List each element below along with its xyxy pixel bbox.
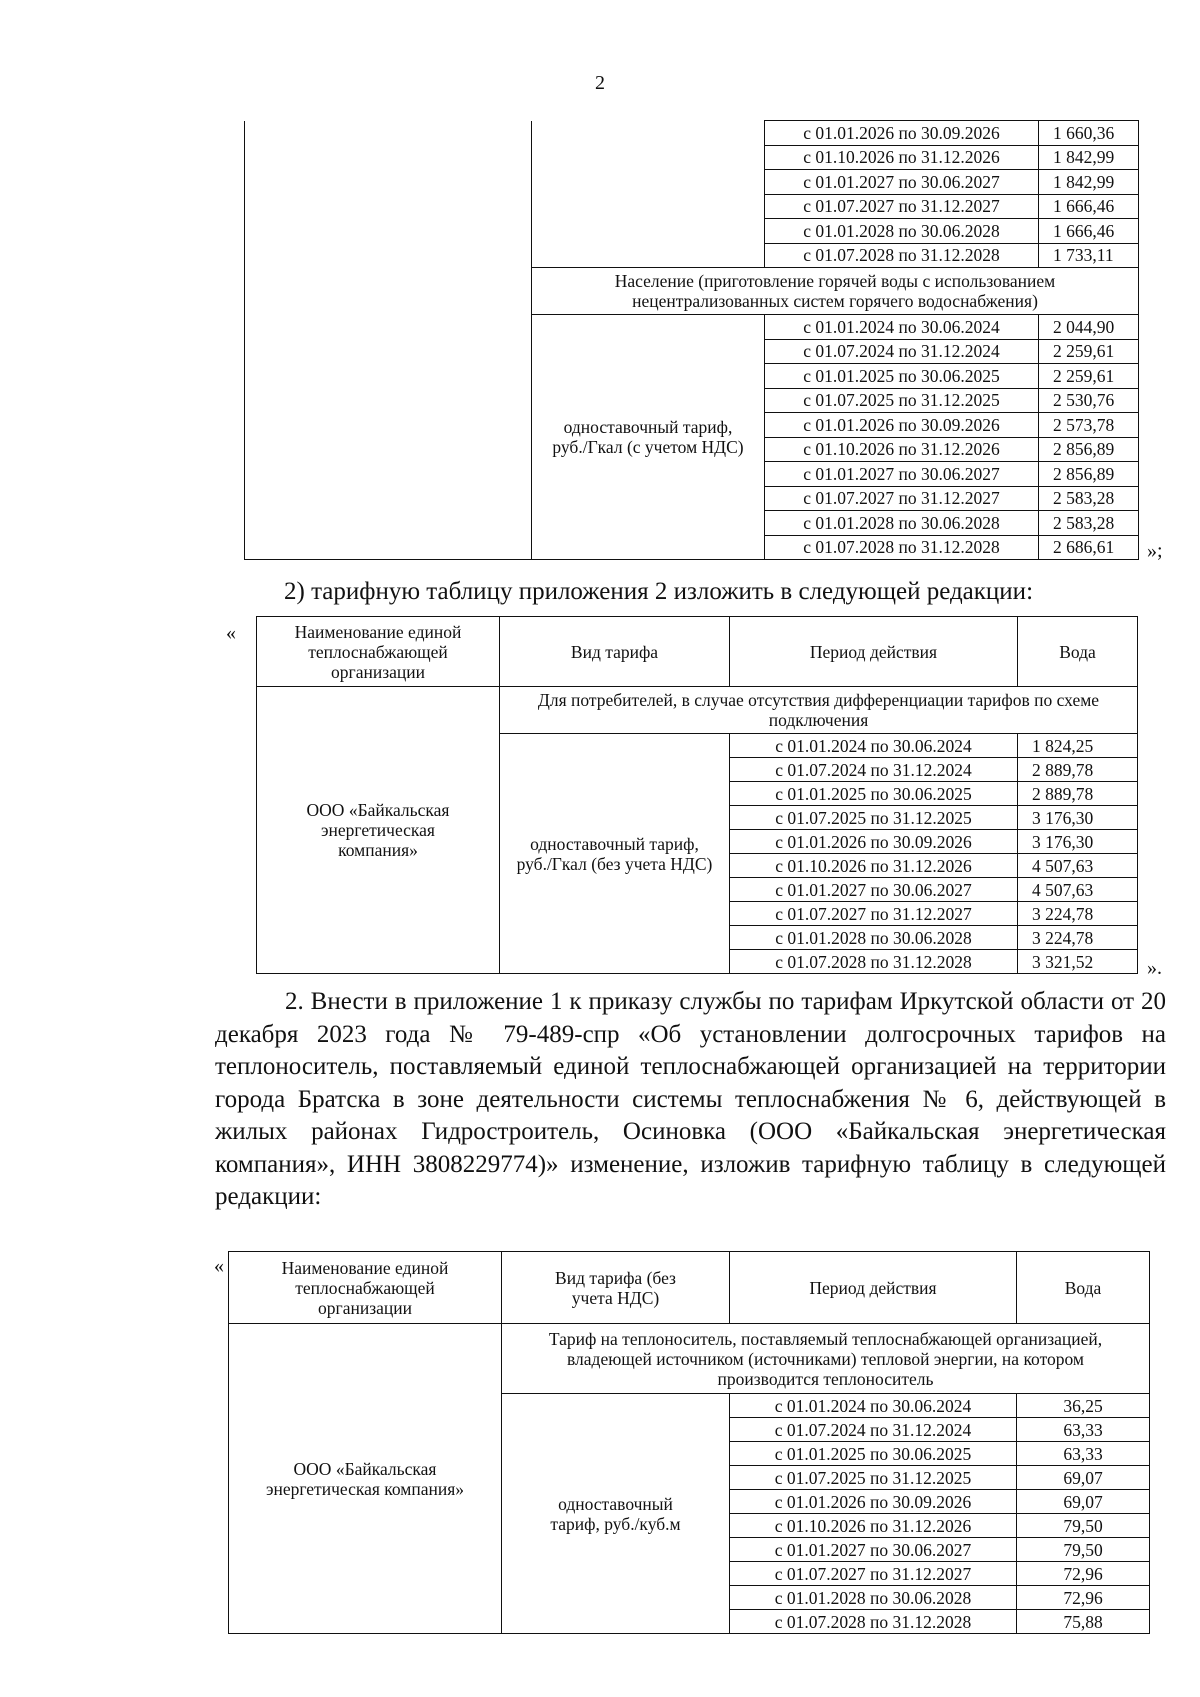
period-cell: с 01.01.2026 по 30.09.2026 bbox=[730, 1490, 1017, 1514]
header-tariff-type: Вид тарифа (без учета НДС) bbox=[502, 1252, 730, 1324]
period-cell: с 01.07.2028 по 31.12.2028 bbox=[765, 535, 1039, 560]
period-cell: с 01.01.2028 по 30.06.2028 bbox=[730, 926, 1018, 950]
opening-quote: « bbox=[226, 622, 236, 644]
period-cell: с 01.01.2025 по 30.06.2025 bbox=[730, 782, 1018, 806]
period-cell: с 01.07.2027 по 31.12.2027 bbox=[765, 486, 1039, 511]
section-header: Тариф на теплоноситель, поставляемый теплоснабжающей организацией, владеющей источником (источниками) тепловой энергии, на котором производится теплоноситель bbox=[502, 1324, 1150, 1394]
period-cell: с 01.01.2026 по 30.09.2026 bbox=[765, 413, 1039, 438]
value-cell: 63,33 bbox=[1017, 1442, 1150, 1466]
period-cell: с 01.07.2028 по 31.12.2028 bbox=[730, 1610, 1017, 1634]
period-cell: с 01.07.2028 по 31.12.2028 bbox=[730, 950, 1018, 974]
value-cell: 36,25 bbox=[1017, 1394, 1150, 1418]
tariff-type-label: одноставочный тариф, руб./куб.м bbox=[502, 1394, 730, 1634]
section-header: Для потребителей, в случае отсутствия дифференциации тарифов по схеме подключения bbox=[500, 687, 1138, 734]
value-cell: 2 856,89 bbox=[1039, 462, 1139, 487]
paragraph-item-2: 2) тарифную таблицу приложения 2 изложить в следующей редакции: bbox=[284, 578, 1034, 605]
value-cell: 2 259,61 bbox=[1039, 364, 1139, 389]
period-cell: с 01.10.2026 по 31.12.2026 bbox=[765, 145, 1039, 170]
value-cell: 1 842,99 bbox=[1039, 170, 1139, 195]
value-cell: 2 889,78 bbox=[1018, 758, 1138, 782]
closing-quote: ». bbox=[1147, 957, 1162, 979]
value-cell: 2 856,89 bbox=[1039, 437, 1139, 462]
value-cell: 2 259,61 bbox=[1039, 339, 1139, 364]
tariff-type-label: одноставочный тариф, руб./Гкал (без учета НДС) bbox=[500, 734, 730, 974]
value-cell: 1 733,11 bbox=[1039, 243, 1139, 268]
header-period: Период действия bbox=[730, 1252, 1017, 1324]
value-cell: 1 666,46 bbox=[1039, 194, 1139, 219]
paragraph-item-2-main: 2. Внести в приложение 1 к приказу службы по тарифам Иркутской области от 20 декабря 2023 года № 79-489-спр «Об установлении долгосрочных тарифов на теплоноситель, поставляемый единой теплоснабжающей организацией на территории города Братска в зоне деятельности системы теплоснабжения № 6, действующей в жилых районах Гидростроитель, Осиновка (ООО «Байкальская энергетическая компания», ИНН 3808229774)» изменение, изложив тарифную таблицу в следующей редакции: bbox=[215, 988, 1166, 1210]
org-name-cell: ООО «Байкальская энергетическая компания» bbox=[229, 1324, 502, 1634]
tariff-table-2 bbox=[256, 616, 1138, 974]
opening-quote: « bbox=[214, 1255, 224, 1277]
tariff-type-label: одноставочный тариф, руб./Гкал (с учетом НДС) bbox=[532, 315, 765, 560]
period-cell: с 01.01.2024 по 30.06.2024 bbox=[730, 1394, 1017, 1418]
value-cell: 2 686,61 bbox=[1039, 535, 1139, 560]
value-cell: 3 224,78 bbox=[1018, 926, 1138, 950]
period-cell: с 01.01.2026 по 30.09.2026 bbox=[730, 830, 1018, 854]
period-cell: с 01.01.2027 по 30.06.2027 bbox=[730, 878, 1018, 902]
period-cell: с 01.07.2024 по 31.12.2024 bbox=[765, 339, 1039, 364]
header-period: Период действия bbox=[730, 617, 1018, 687]
tariff-cell-empty bbox=[532, 121, 765, 268]
period-cell: с 01.01.2027 по 30.06.2027 bbox=[765, 170, 1039, 195]
period-cell: с 01.01.2028 по 30.06.2028 bbox=[730, 1586, 1017, 1610]
period-cell: с 01.07.2025 по 31.12.2025 bbox=[730, 806, 1018, 830]
period-cell: с 01.07.2025 по 31.12.2025 bbox=[765, 388, 1039, 413]
period-cell: с 01.01.2024 по 30.06.2024 bbox=[765, 315, 1039, 340]
period-cell: с 01.07.2024 по 31.12.2024 bbox=[730, 1418, 1017, 1442]
value-cell: 2 583,28 bbox=[1039, 486, 1139, 511]
period-cell: с 01.01.2026 по 30.09.2026 bbox=[765, 121, 1039, 146]
population-section-header: Население (приготовление горячей воды с использованием нецентрализованных систем горячего водоснабжения) bbox=[532, 268, 1139, 315]
value-cell: 2 530,76 bbox=[1039, 388, 1139, 413]
period-cell: с 01.01.2025 по 30.06.2025 bbox=[730, 1442, 1017, 1466]
header-tariff-type: Вид тарифа bbox=[500, 617, 730, 687]
value-cell: 4 507,63 bbox=[1018, 854, 1138, 878]
period-cell: с 01.07.2027 по 31.12.2027 bbox=[730, 1562, 1017, 1586]
value-cell: 79,50 bbox=[1017, 1514, 1150, 1538]
value-cell: 1 660,36 bbox=[1039, 121, 1139, 146]
value-cell: 69,07 bbox=[1017, 1466, 1150, 1490]
value-cell: 72,96 bbox=[1017, 1586, 1150, 1610]
org-cell-empty bbox=[245, 121, 532, 560]
period-cell: с 01.07.2025 по 31.12.2025 bbox=[730, 1466, 1017, 1490]
value-cell: 4 507,63 bbox=[1018, 878, 1138, 902]
header-org-name: Наименование единой теплоснабжающей организации bbox=[229, 1252, 502, 1324]
period-cell: с 01.07.2024 по 31.12.2024 bbox=[730, 758, 1018, 782]
value-cell: 1 824,25 bbox=[1018, 734, 1138, 758]
period-cell: с 01.10.2026 по 31.12.2026 bbox=[765, 437, 1039, 462]
period-cell: с 01.01.2025 по 30.06.2025 bbox=[765, 364, 1039, 389]
value-cell: 3 321,52 bbox=[1018, 950, 1138, 974]
period-cell: с 01.07.2028 по 31.12.2028 bbox=[765, 243, 1039, 268]
tariff-table-3 bbox=[228, 1251, 1150, 1634]
value-cell: 63,33 bbox=[1017, 1418, 1150, 1442]
value-cell: 3 224,78 bbox=[1018, 902, 1138, 926]
value-cell: 3 176,30 bbox=[1018, 806, 1138, 830]
value-cell: 1 842,99 bbox=[1039, 145, 1139, 170]
value-cell: 79,50 bbox=[1017, 1538, 1150, 1562]
page-number: 2 bbox=[595, 72, 605, 94]
period-cell: с 01.07.2027 по 31.12.2027 bbox=[765, 194, 1039, 219]
period-cell: с 01.10.2026 по 31.12.2026 bbox=[730, 1514, 1017, 1538]
period-cell: с 01.10.2026 по 31.12.2026 bbox=[730, 854, 1018, 878]
value-cell: 75,88 bbox=[1017, 1610, 1150, 1634]
header-org-name: Наименование единой теплоснабжающей организации bbox=[257, 617, 500, 687]
period-cell: с 01.07.2027 по 31.12.2027 bbox=[730, 902, 1018, 926]
header-water: Вода bbox=[1018, 617, 1138, 687]
value-cell: 72,96 bbox=[1017, 1562, 1150, 1586]
period-cell: с 01.01.2024 по 30.06.2024 bbox=[730, 734, 1018, 758]
closing-quote: »; bbox=[1147, 540, 1163, 562]
value-cell: 1 666,46 bbox=[1039, 219, 1139, 244]
period-cell: с 01.01.2028 по 30.06.2028 bbox=[765, 219, 1039, 244]
value-cell: 2 583,28 bbox=[1039, 511, 1139, 536]
org-name-cell: ООО «Байкальская энергетическая компания» bbox=[257, 687, 500, 974]
value-cell: 2 573,78 bbox=[1039, 413, 1139, 438]
header-water: Вода bbox=[1017, 1252, 1150, 1324]
value-cell: 3 176,30 bbox=[1018, 830, 1138, 854]
value-cell: 69,07 bbox=[1017, 1490, 1150, 1514]
value-cell: 2 044,90 bbox=[1039, 315, 1139, 340]
value-cell: 2 889,78 bbox=[1018, 782, 1138, 806]
tariff-table-continuation bbox=[244, 120, 1139, 560]
period-cell: с 01.01.2027 по 30.06.2027 bbox=[730, 1538, 1017, 1562]
period-cell: с 01.01.2027 по 30.06.2027 bbox=[765, 462, 1039, 487]
period-cell: с 01.01.2028 по 30.06.2028 bbox=[765, 511, 1039, 536]
